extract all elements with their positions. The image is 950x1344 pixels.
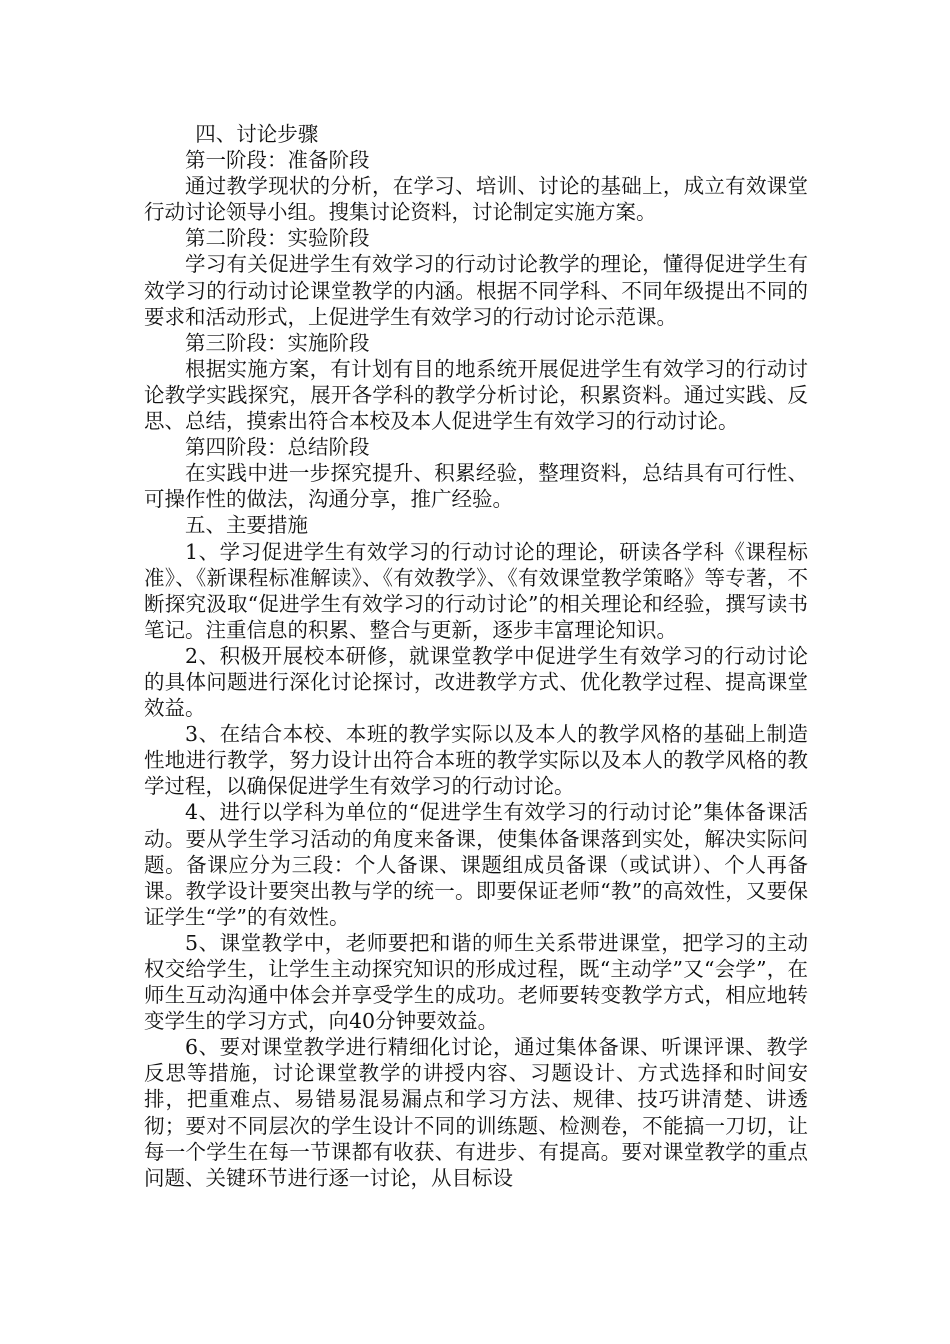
stage-1-heading: 第一阶段：准备阶段 bbox=[185, 148, 370, 173]
measure-5-paragraph: 5、课堂教学中，老师要把和谐的师生关系带进课堂，把学习的主动权交给学生，让学生主动探究知识的形成过程，既“主动学”又“会学”，在师生互动沟通中体会并享受学生的成功。老师要转变教学方式，相应地转变学生的学习方式，向40分钟要效益。 bbox=[144, 930, 808, 1034]
section-heading-measures: 五、主要措施 bbox=[185, 513, 308, 538]
stage-3-heading: 第三阶段：实施阶段 bbox=[185, 330, 370, 355]
stage-4-heading: 第四阶段：总结阶段 bbox=[185, 435, 370, 460]
measure-1-paragraph: 1、学习促进学生有效学习的行动讨论的理论，研读各学科《课程标准》、《新课程标准解读》、《有效教学》、《有效课堂教学策略》等专著，不断探究汲取“促进学生有效学习的行动讨论”的相关理论和经验，撰写读书笔记。注重信息的积累、整合与更新，逐步丰富理论知识。 bbox=[144, 539, 808, 642]
section-heading-steps: 四、讨论步骤 bbox=[195, 122, 319, 146]
stage-4-paragraph: 在实践中进一步探究提升、积累经验，整理资料，总结具有可行性、可操作性的做法，沟通分享，推广经验。 bbox=[144, 461, 808, 512]
stage-3-paragraph: 根据实施方案，有计划有目的地系统开展促进学生有效学习的行动讨论教学实践探究，展开各学科的教学分析讨论，积累资料。通过实践、反思、总结，摸索出符合本校及本人促进学生有效学习的行动讨论。 bbox=[144, 356, 808, 434]
stage-1-paragraph: 通过教学现状的分析，在学习、培训、讨论的基础上，成立有效课堂行动讨论领导小组。搜集讨论资料，讨论制定实施方案。 bbox=[144, 174, 808, 225]
measure-3-paragraph: 3、在结合本校、本班的教学实际以及本人的教学风格的基础上制造性地进行教学，努力设计出符合本班的教学实际以及本人的教学风格的教学过程，以确保促进学生有效学习的行动讨论。 bbox=[144, 722, 808, 799]
document-page bbox=[144, 121, 808, 1191]
measure-6-paragraph: 6、要对课堂教学进行精细化讨论，通过集体备课、听课评课、教学反思等措施，讨论课堂教学的讲授内容、习题设计、方式选择和时间安排，把重难点、易错易混易漏点和学习方法、规律、技巧讲清楚、讲透彻；要对不同层次的学生设计不同的训练题、检测卷，不能搞一刀切，让每一个学生在每一节课都有收获、有进步、有提高。要对课堂教学的重点问题、关键环节进行逐一讨论，从目标设 bbox=[144, 1035, 808, 1190]
measure-4-paragraph: 4、进行以学科为单位的“促进学生有效学习的行动讨论”集体备课活动。要从学生学习活动的角度来备课，使集体备课落到实处，解决实际问题。备课应分为三段：个人备课、课题组成员备课（或试讲）、个人再备课。教学设计要突出教与学的统一。即要保证老师“教”的高效性，又要保证学生“学”的有效性。 bbox=[144, 800, 808, 929]
stage-2-heading: 第二阶段：实验阶段 bbox=[185, 226, 370, 251]
stage-2-paragraph: 学习有关促进学生有效学习的行动讨论教学的理论，懂得促进学生有效学习的行动讨论课堂教学的内涵。根据不同学科、不同年级提出不同的要求和活动形式，上促进学生有效学习的行动讨论示范课。 bbox=[144, 252, 808, 329]
measure-2-paragraph: 2、积极开展校本研修，就课堂教学中促进学生有效学习的行动讨论的具体问题进行深化讨论探讨，改进教学方式、优化教学过程、提高课堂效益。 bbox=[144, 643, 808, 721]
